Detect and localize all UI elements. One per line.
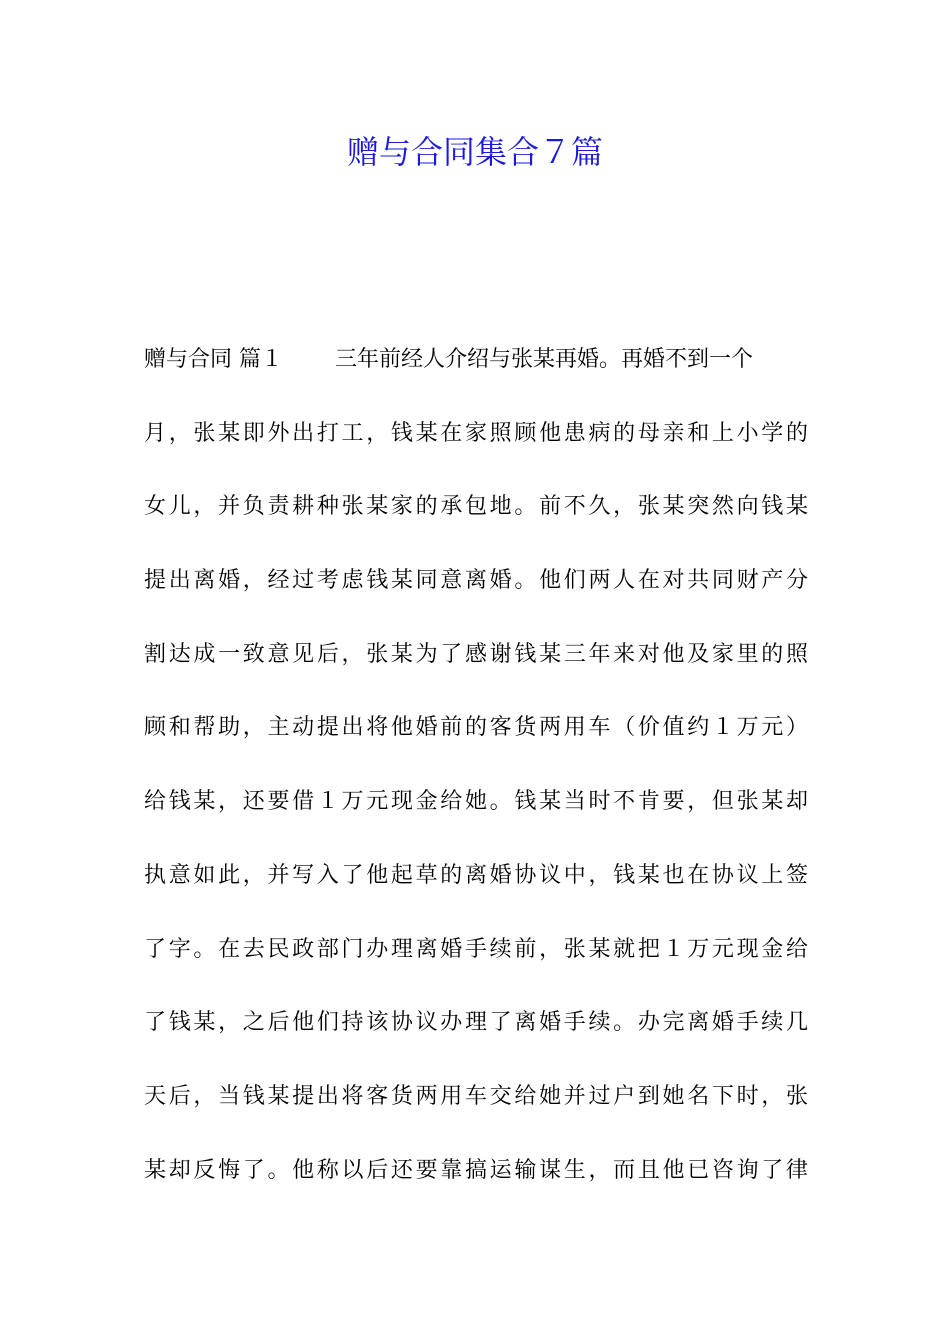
body-line: 天后，当钱某提出将客货两用车交给她并过户到她名下时，张 (144, 1083, 808, 1109)
body-line: 执意如此，并写入了他起草的离婚协议中，钱某也在协议上签 (144, 862, 808, 888)
body-line: 提出离婚，经过考虑钱某同意离婚。他们两人在对共同财产分 (144, 568, 808, 594)
first-line-text: 三年前经人介绍与张某再婚。再婚不到一个 (335, 347, 754, 372)
body-line: 某却反悔了。他称以后还要靠搞运输谋生，而且他已咨询了律 (144, 1157, 808, 1183)
body-line: 顾和帮助，主动提出将他婚前的客货两用车（价值约１万元） (144, 715, 808, 741)
body-line: 给钱某，还要借１万元现金给她。钱某当时不肯要，但张某却 (144, 789, 808, 815)
body-line: 了钱某，之后他们持该协议办理了离婚手续。办完离婚手续几 (144, 1010, 808, 1036)
document-body (144, 338, 808, 1222)
body-line: 月，张某即外出打工，钱某在家照顾他患病的母亲和上小学的 (144, 420, 808, 446)
body-line: 女儿，并负责耕种张某家的承包地。前不久，张某突然向钱某 (144, 494, 808, 520)
section-label: 赠与合同 篇１ (144, 347, 283, 372)
body-line: 割达成一致意见后，张某为了感谢钱某三年来对他及家里的照 (144, 641, 808, 667)
document-title: 赠与合同集合７篇 (346, 133, 603, 171)
body-line-first (144, 338, 808, 412)
body-line: 了字。在去民政部门办理离婚手续前，张某就把１万元现金给 (144, 936, 808, 962)
